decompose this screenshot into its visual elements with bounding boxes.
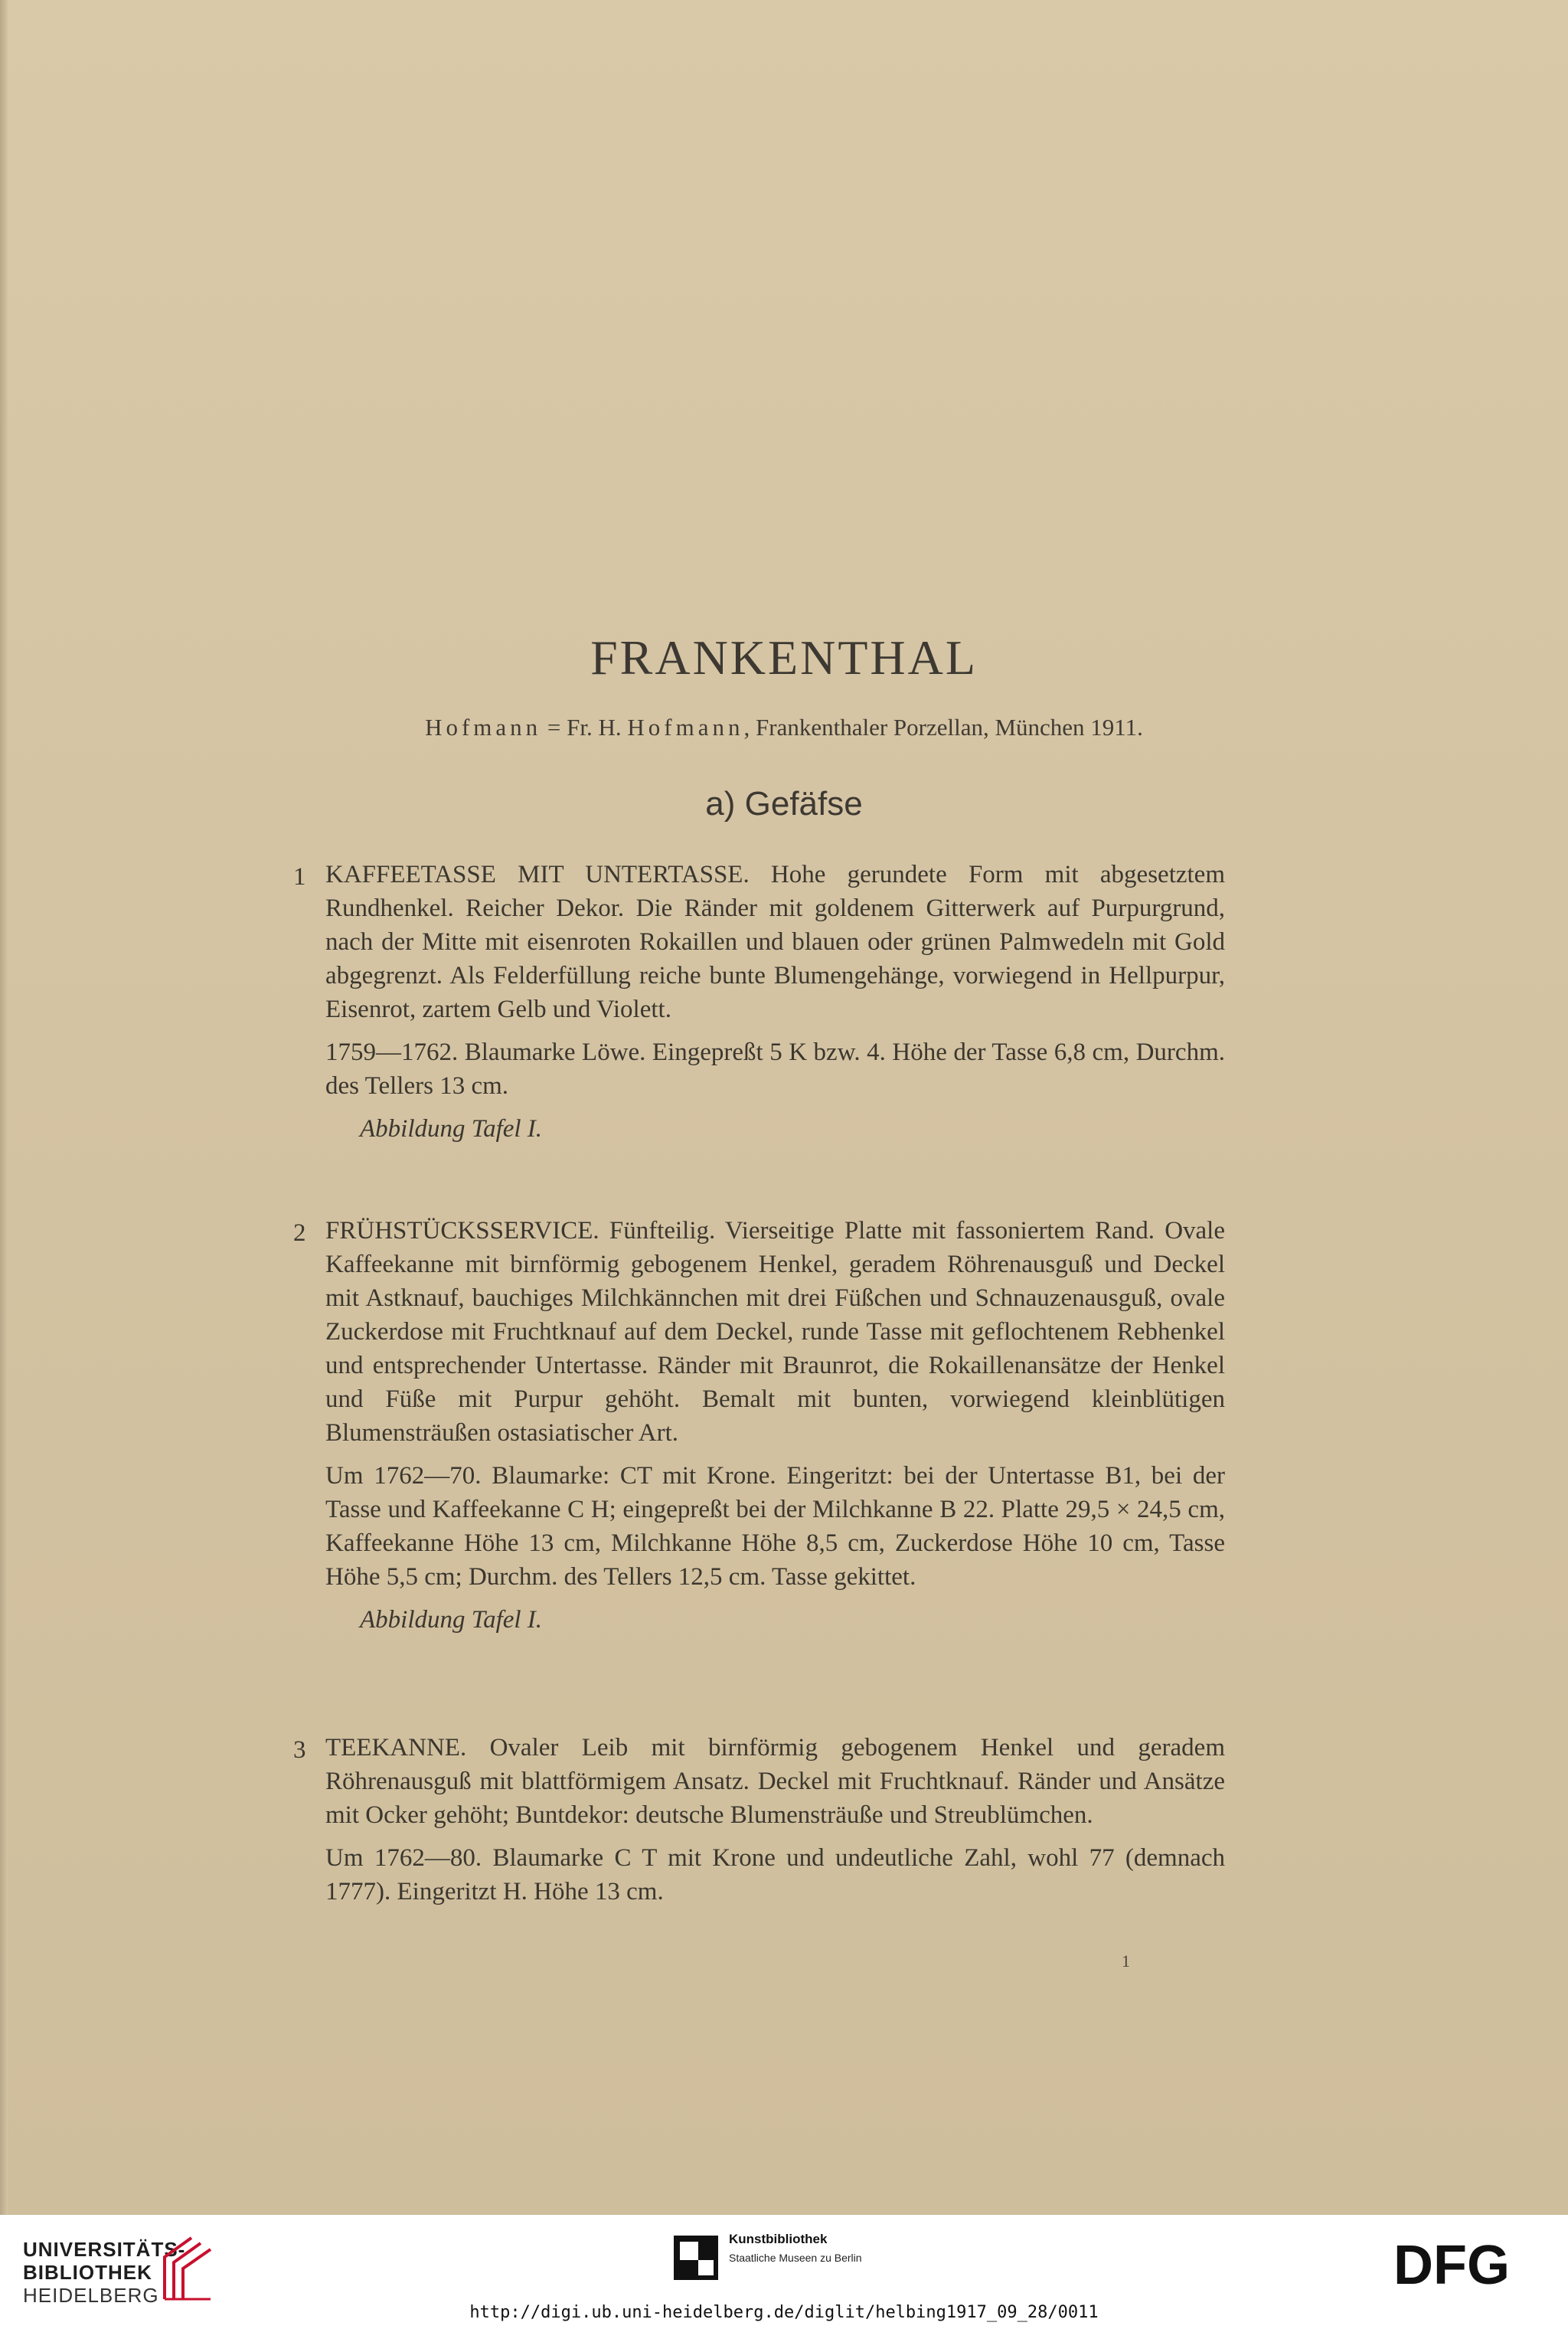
reference-author: Hofmann [627,714,744,741]
reference-line [0,714,1568,741]
reference-author-prefix: Fr. H. [567,714,628,741]
reference-rest: , Frankenthaler Porzellan, München 1911. [743,714,1143,741]
entry-details: Um 1762—70. Blaumarke: CT mit Krone. Eingeritzt: bei der Untertasse B1, bei der Tasse und Kaffeekanne C H; eingepreßt bei der Milchkanne B 22. Platte 29,5 × 24,5 cm, Kaffeekanne Höhe 13 cm, Milchkanne Höhe 8,5 cm, Zuckerdose Höhe 10 cm, Tasse Höhe 5,5 cm; Durchm. des Tellers 12,5 cm. Tasse gekittet. [325,1462,1225,1591]
reference-abbr: Hofmann [425,714,542,741]
entry-details: Um 1762—80. Blaumarke C T mit Krone und undeutliche Zahl, wohl 77 (demnach 1777). Eingeritzt H. Höhe 13 cm. [325,1844,1225,1905]
dfg-text: DFG [1393,2238,1510,2291]
catalog-entry [325,1731,1225,1909]
page-number: 1 [1122,1951,1130,1971]
museen-name: Staatliche Museen zu Berlin [729,2252,862,2264]
page-edge [0,0,8,2215]
entry-details: 1759—1762. Blaumarke Löwe. Eingepreßt 5 K bzw. 4. Höhe der Tasse 6,8 cm, Durchm. des Tellers 13 cm. [325,1039,1225,1100]
city-line: HEIDELBERG [23,2284,159,2307]
entry-caption: Abbildung Tafel I. [360,1115,543,1143]
entry-description: FRÜHSTÜCKSSERVICE. Fünfteilig. Vierseitige Platte mit fassoniertem Rand. Ovale Kaffeekanne mit birnförmig gebogenem Henkel, geradem Röhrenausguß und Deckel mit Astknauf, bauchiges Milchkännchen mit drei Füßchen und Schnauzenausguß, ovale Zuckerdose mit Fruchtknauf auf dem Deckel, runde Tasse mit geflochtenem Rebhenkel und entsprechender Untertasse. Ränder mit Braunrot, die Rokaillenansätze der Henkel und Füße mit Purpur gehöht. Bemalt mit bunten, vorwiegend kleinblütigen Blumensträußen ostasiatischer Art. [325,1217,1225,1447]
catalog-entry [325,1214,1225,1637]
library-line: BIBLIOTHEK [23,2261,152,2284]
kunstbibliothek-name: Kunstbibliothek [729,2232,828,2246]
entry-number: 3 [293,1736,306,1764]
source-url[interactable]: http://digi.ub.uni-heidelberg.de/diglit/helbing1917_09_28/0011 [469,2303,1099,2322]
catalog-entry [325,858,1225,1146]
dfg-logo [1393,2238,1547,2295]
section-heading: a) Gefäfse [705,785,863,823]
page-title: FRANKENTHAL [590,630,978,685]
kunstbibliothek-icon [674,2236,718,2284]
entry-number: 2 [293,1219,306,1247]
reference-eq: = [541,714,567,741]
entry-description: KAFFEETASSE MIT UNTERTASSE. Hohe gerundete Form mit abgesetztem Rundhenkel. Reicher Dekor. Die Ränder mit goldenem Gitterwerk auf Purpurgrund, nach der Mitte mit eisenroten Rokaillen und blauen oder grünen Palmwedeln mit Gold abgegrenzt. Als Felderfüllung reiche bunte Blumengehänge, vorwiegend in Hellpurpur, Eisenrot, zartem Gelb und Violett. [325,861,1225,1023]
kunstbibliothek-logo [674,2232,873,2285]
university-logo-icon [157,2230,218,2311]
entry-caption: Abbildung Tafel I. [360,1606,543,1634]
entry-number: 1 [293,863,306,891]
university-line: UNIVERSITÄTS- [23,2238,186,2261]
entry-description: TEEKANNE. Ovaler Leib mit birnförmig gebogenem Henkel und geradem Röhrenausguß mit blattförmigem Ansatz. Deckel mit Fruchtknauf. Ränder und Ansätze mit Ocker gehöht; Buntdekor: deutsche Blumensträuße und Streublümchen. [325,1734,1225,1829]
footer-bar [0,2215,1568,2329]
